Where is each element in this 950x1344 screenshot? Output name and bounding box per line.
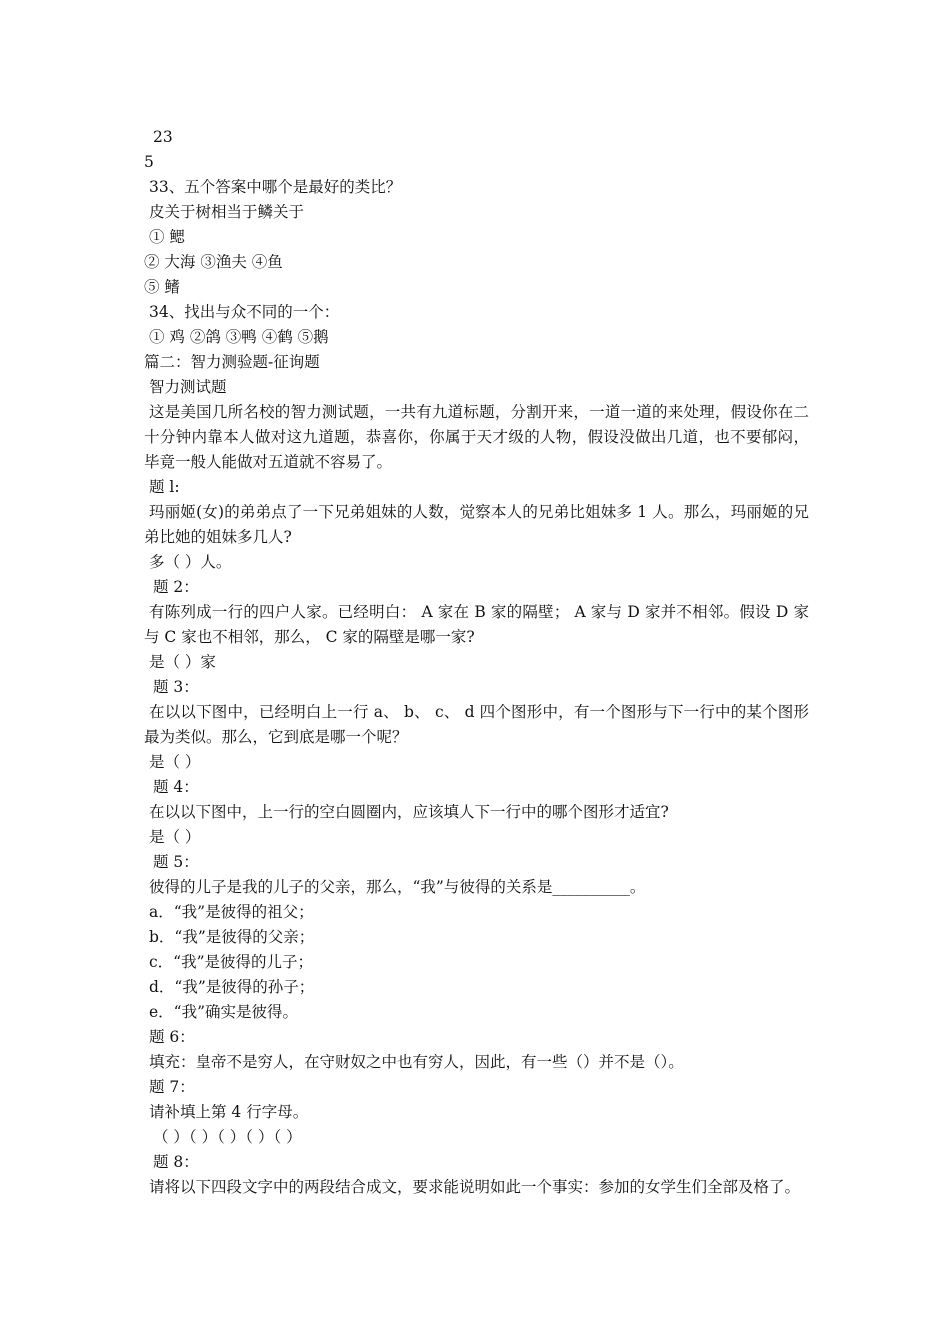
question-3-answer: 是（ ） bbox=[149, 753, 201, 771]
question-6-label: 题 6： bbox=[149, 1028, 195, 1046]
question-34-title: 34、找出与众不同的一个： bbox=[149, 303, 340, 321]
question-5-text: 彼得的儿子是我的儿子的父亲，那么，“我”与彼得的关系是__________。 bbox=[149, 878, 646, 896]
intro-paragraph: 这是美国几所名校的智力测试题，一共有九道标题，分割开来，一道一道的来处理，假设你在二十分钟内靠本人做对这九道题，恭喜你，你属于天才级的人物，假设没做出几道，也不要郁闷，毕竟一般人能做对五道就不容易了。 bbox=[144, 403, 809, 471]
question-3-text: 在以以下图中，已经明白上一行 a、 b、 c、 d 四个图形中，有一个图形与下一行中的某个图形最为类似。那么，它到底是哪一个呢？ bbox=[144, 703, 809, 746]
question-4-label: 题 4： bbox=[153, 778, 199, 796]
question-33-option: ① 鳃 bbox=[149, 228, 185, 246]
question-5-option: d．“我”是彼得的孙子； bbox=[149, 978, 315, 996]
question-1-answer: 多（ ）人。 bbox=[149, 553, 232, 571]
question-7-label: 题 7： bbox=[149, 1078, 195, 1096]
section-heading: 篇二：智力测验题-征询题 bbox=[144, 353, 320, 371]
document-page bbox=[144, 125, 809, 1200]
question-5-option: e．“我”确实是彼得。 bbox=[149, 1003, 299, 1021]
question-33-option: ⑤ 鳍 bbox=[144, 278, 180, 296]
question-4-answer: 是（ ） bbox=[149, 828, 201, 846]
question-34-options: ① 鸡 ②鸽 ③鸭 ④鹤 ⑤鹅 bbox=[149, 328, 329, 346]
page-number-fragment: 23 bbox=[153, 128, 173, 146]
question-8-text: 请将以下四段文字中的两段结合成文，要求能说明如此一个事实：参加的女学生们全部及格了。 bbox=[149, 1178, 801, 1196]
question-8-label: 题 8： bbox=[153, 1153, 199, 1171]
question-5-option: a．“我”是彼得的祖父； bbox=[149, 903, 314, 921]
question-2-text: 有陈列成一行的四户人家。已经明白： A 家在 B 家的隔壁； A 家与 D 家并不相邻。假设 D 家与 C 家也不相邻，那么， C 家的隔壁是哪一家? bbox=[144, 603, 809, 646]
question-5-option: b．“我”是彼得的父亲； bbox=[149, 928, 315, 946]
question-1-text: 玛丽姬(女)的弟弟点了一下兄弟姐妹的人数，觉察本人的兄弟比姐妹多 1 人。那么，玛丽姬的兄弟比她的姐妹多几人? bbox=[144, 503, 809, 546]
question-5-label: 题 5： bbox=[153, 853, 199, 871]
question-2-label: 题 2： bbox=[153, 578, 199, 596]
question-4-text: 在以以下图中，上一行的空白圆圈内，应该填人下一行中的哪个图形才适宜? bbox=[149, 803, 669, 821]
question-1-label: 题 l: bbox=[149, 478, 180, 496]
page-number-fragment: 5 bbox=[144, 153, 154, 171]
question-33-prompt: 皮关于树相当于鳞关于 bbox=[149, 203, 305, 221]
question-7-text: 请补填上第 4 行字母。 bbox=[149, 1103, 309, 1121]
question-2-answer: 是（ ）家 bbox=[149, 653, 216, 671]
question-7-answer-blanks: （ ）（ ）（ ）（ ）（ ） bbox=[153, 1128, 302, 1146]
question-3-label: 题 3： bbox=[153, 678, 199, 696]
question-33-option: ② 大海 ③渔夫 ④鱼 bbox=[144, 253, 283, 271]
question-5-option: c．“我”是彼得的儿子； bbox=[149, 953, 314, 971]
question-6-text: 填充：皇帝不是穷人，在守财奴之中也有穷人，因此，有一些（）并不是（）。 bbox=[149, 1053, 684, 1071]
question-33-title: 33、五个答案中哪个是最好的类比？ bbox=[149, 178, 402, 196]
section-subheading: 智力测试题 bbox=[149, 378, 227, 396]
